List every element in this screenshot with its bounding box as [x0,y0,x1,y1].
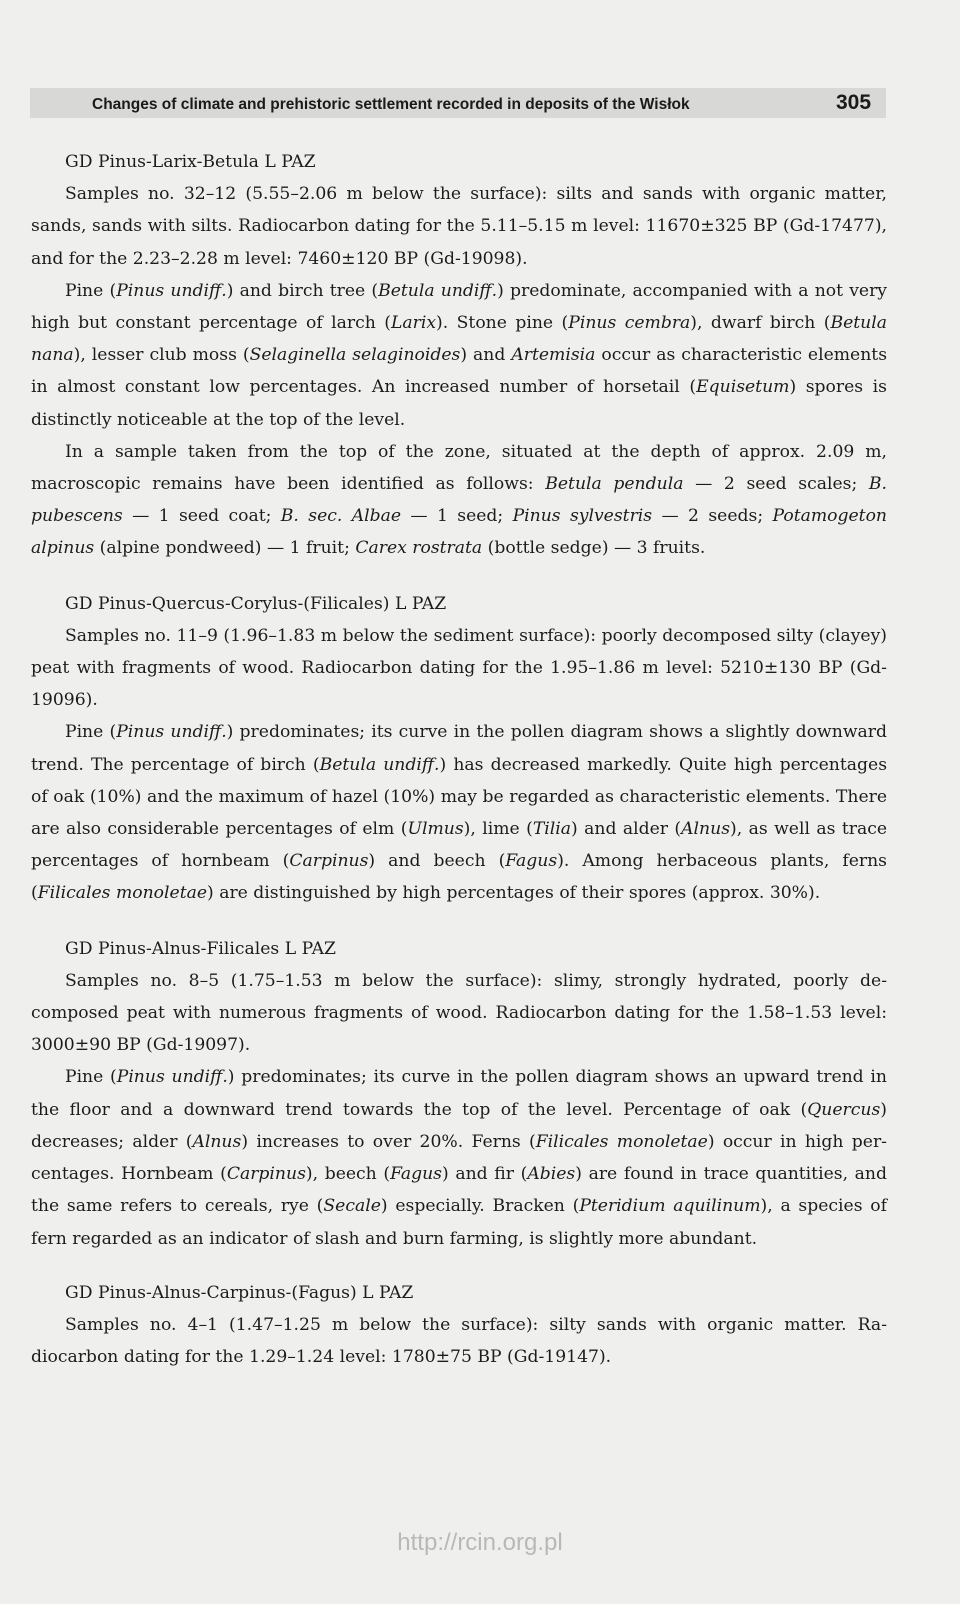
footer-url: http://rcin.org.pl [397,1529,563,1556]
section-spacer [31,910,887,933]
page-number: 305 [836,91,872,114]
section-spacer [31,565,887,588]
section-spacer [31,1255,887,1277]
paragraph: Samples no. 11–9 (1.96–1.83 m below the sediment surface): poorly decomposed silty (clayey) peat with fragments of wood. Radiocarbon dating for the 1.95–1.86 m level: 5210±130 BP (Gd-19096). [31,625,887,711]
section-heading: GD Pinus-Alnus-Carpinus-(Fagus) L PAZ [65,1282,414,1303]
body-text [31,146,887,1373]
section-heading: GD Pinus-Alnus-Filicales L PAZ [65,938,336,959]
paragraph: Pine (Pinus undiff.) and birch tree (Betula undiff.) predominate, accompanied with a not very high but constant percentage of larch (Larix). Stone pine (Pinus cembra), dwarf birch (Betula nana), lesser club moss (Selaginella selaginoides) and Artemisia occur as characteristic elements in almost constant low percentages. An increased number of horsetail (Equisetum) spores is distinctly noticeable at the top of the level. [31,280,888,430]
section-heading: GD Pinus-Larix-Betula L PAZ [65,152,316,172]
paragraph: Samples no. 8–5 (1.75–1.53 m below the surface): slimy, strongly hydrated, poorly decomposed peat with numerous fragments of wood. Radiocarbon dating for the 1.58–1.53 level: 3000±90 BP (Gd-19097). [31,970,887,1056]
paragraph: Samples no. 4–1 (1.47–1.25 m below the surface): silty sands with organic matter. Radiocarbon dating for the 1.29–1.24 level: 1780±75 BP (Gd-19147). [31,1314,887,1368]
section-heading: GD Pinus-Quercus-Corylus-(Filicales) L PAZ [65,593,447,614]
paragraph: Samples no. 32–12 (5.55–2.06 m below the surface): silts and sands with organic matter, sands, sands with silts. Radiocarbon dating for the 5.11–5.15 m level: 11670±325 BP (Gd-17477), and for the 2.23–2.28 m level: 7460±120 BP (Gd-19098). [31,184,887,269]
paragraph: In a sample taken from the top of the zone, situated at the depth of approx. 2.09 m, macroscopic remains have been identified as follows: Betula pendula — 2 seed scales; B. pubescens — 1 seed coat; B. sec. Albae — 1 seed; Pinus sylvestris — 2 seeds; Potamogeton alpinus (alpine pondweed) — 1 fruit; Carex rostrata (bottle sedge) — 3 fruits. [31,441,887,559]
running-head-title: Changes of climate and prehistoric settlement recorded in deposits of the Wisłok [92,96,690,113]
paragraph: Pine (Pinus undiff.) predominates; its curve in the pollen diagram shows a slightly downward trend. The percentage of birch (Betula undiff.) has decreased markedly. Quite high percentages of oak (10%) and the maximum of hazel (10%) may be regarded as characteristic elements. There are also considerable percentages of elm (Ulmus), lime (Tilia) and alder (Alnus), as well as trace percentages of hornbeam (Carpinus) and beech (Fagus). Among herbaceous plants, ferns (Filicales monoletae) are distinguished by high percentages of their spores (approx. 30%). [31,722,888,904]
paragraph: Pine (Pinus undiff.) predominates; its curve in the pollen diagram shows an upward trend in the floor and a downward trend towards the top of the level. Percentage of oak (Quercus) decreases; alder (Alnus) increases to over 20%. Ferns (Filicales monoletae) occur in high percentages. Hornbeam (Carpinus), beech (Fagus) and fir (Abies) are found in trace quantities, and the same refers to cereals, rye (Secale) especially. Bracken (Pteridium aquilinum), a species of fern regarded as an indicator of slash and burn farming, is slightly more abundant. [31,1067,887,1249]
